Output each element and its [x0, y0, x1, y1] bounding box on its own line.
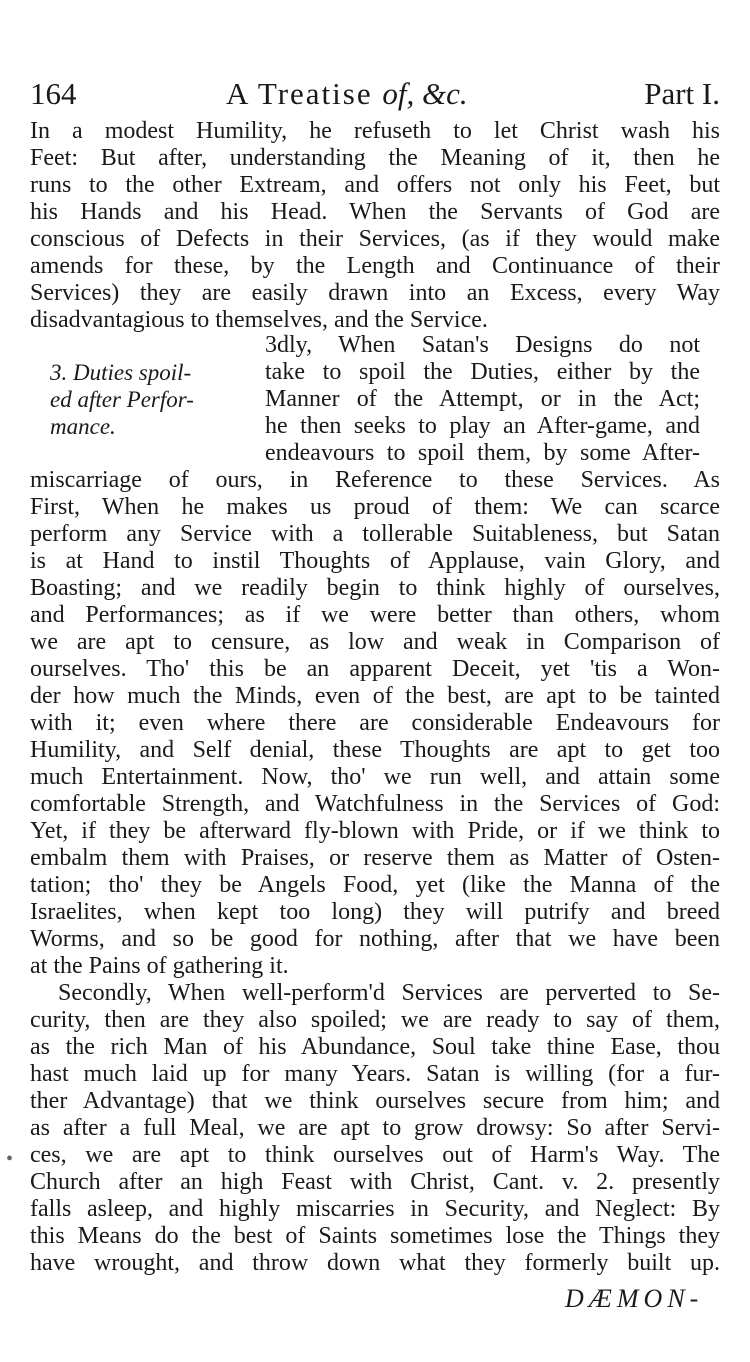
text-line: curity, then are they also spoiled; we are ready to say of them,	[30, 1007, 720, 1033]
text-line: as the rich Man of his Abundance, Soul take thine Ease, thou	[30, 1034, 720, 1060]
text-line: Church after an high Feast with Christ, Cant. v. 2. presently	[30, 1169, 720, 1195]
margin-speck: •	[6, 1148, 14, 1170]
text-line: his Hands and his Head. When the Servants of God are	[30, 199, 720, 225]
text-line: this Means do the best of Saints sometimes lose the Things they	[30, 1223, 720, 1249]
text-line: miscarriage of ours, in Reference to these Services. As	[30, 467, 720, 493]
text-line: amends for these, by the Length and Continuance of their	[30, 253, 720, 279]
running-title	[226, 76, 468, 112]
marginal-note-line: 3. Duties spoil-	[50, 360, 192, 385]
text-line: perform any Service with a tollerable Suitableness, but Satan	[30, 521, 720, 547]
page-number: 164	[30, 76, 77, 111]
text-line: at the Pains of gathering it.	[30, 953, 289, 979]
text-line: disadvantagious to themselves, and the Service.	[30, 307, 488, 333]
running-title-italic: of, &c.	[382, 76, 468, 111]
text-line: hast much laid up for many Years. Satan is willing (for a fur-	[30, 1061, 720, 1087]
text-line: Boasting; and we readily begin to think highly of ourselves,	[30, 575, 720, 601]
text-line: take to spoil the Duties, either by the	[265, 359, 700, 385]
text-line: much Entertainment. Now, tho' we run well, and attain some	[30, 764, 720, 790]
text-line: der how much the Minds, even of the best, are apt to be tainted	[30, 683, 720, 709]
running-title-main: A Treatise	[226, 76, 373, 111]
text-line: and Performances; as if we were better than others, whom	[30, 602, 720, 628]
running-header	[30, 76, 720, 116]
marginal-note-line: ed after Perfor-	[50, 387, 194, 412]
text-line: First, When he makes us proud of them: We can scarce	[30, 494, 720, 520]
part-label: Part I.	[644, 76, 720, 111]
text-line: he then seeks to play an After-game, and	[265, 413, 700, 439]
text-line: is at Hand to instil Thoughts of Applause, vain Glory, and	[30, 548, 720, 574]
text-line: conscious of Defects in their Services, (as if they would make	[30, 226, 720, 252]
text-line: comfortable Strength, and Watchfulness in the Services of God:	[30, 791, 720, 817]
text-line: Manner of the Attempt, or in the Act;	[265, 386, 700, 412]
text-line: Worms, and so be good for nothing, after that we have been	[30, 926, 720, 952]
text-line: with it; even where there are considerable Endeavours for	[30, 710, 720, 736]
text-line: runs to the other Extream, and offers not only his Feet, but	[30, 172, 720, 198]
text-line: endeavours to spoil them, by some After-	[265, 440, 700, 466]
marginal-note-line: mance.	[50, 414, 116, 439]
text-line: ther Advantage) that we think ourselves secure from him; and	[30, 1088, 720, 1114]
text-line: tation; tho' they be Angels Food, yet (like the Manna of the	[30, 872, 720, 898]
text-line: Secondly, When well-perform'd Services are perverted to Se-	[58, 980, 720, 1006]
catchword: DÆMON-	[565, 1284, 704, 1313]
text-line: 3dly, When Satan's Designs do not	[265, 332, 700, 358]
text-line: embalm them with Praises, or reserve them as Matter of Osten-	[30, 845, 720, 871]
text-line: as after a full Meal, we are apt to grow drowsy: So after Servi-	[30, 1115, 720, 1141]
text-line: Feet: But after, understanding the Meaning of it, then he	[30, 145, 720, 171]
text-line: Services) they are easily drawn into an Excess, every Way	[30, 280, 720, 306]
text-line: Israelites, when kept too long) they will putrify and breed	[30, 899, 720, 925]
text-line: In a modest Humility, he refuseth to let Christ wash his	[30, 118, 720, 144]
text-line: ourselves. Tho' this be an apparent Deceit, yet 'tis a Won-	[30, 656, 720, 682]
text-line: falls asleep, and highly miscarries in Security, and Neglect: By	[30, 1196, 720, 1222]
text-line: ces, we are apt to think ourselves out of Harm's Way. The	[30, 1142, 720, 1168]
text-line: Humility, and Self denial, these Thoughts are apt to get too	[30, 737, 720, 763]
text-line: we are apt to censure, as low and weak in Comparison of	[30, 629, 720, 655]
text-line: Yet, if they be afterward fly-blown with Pride, or if we think to	[30, 818, 720, 844]
text-line: have wrought, and throw down what they formerly built up.	[30, 1250, 720, 1276]
